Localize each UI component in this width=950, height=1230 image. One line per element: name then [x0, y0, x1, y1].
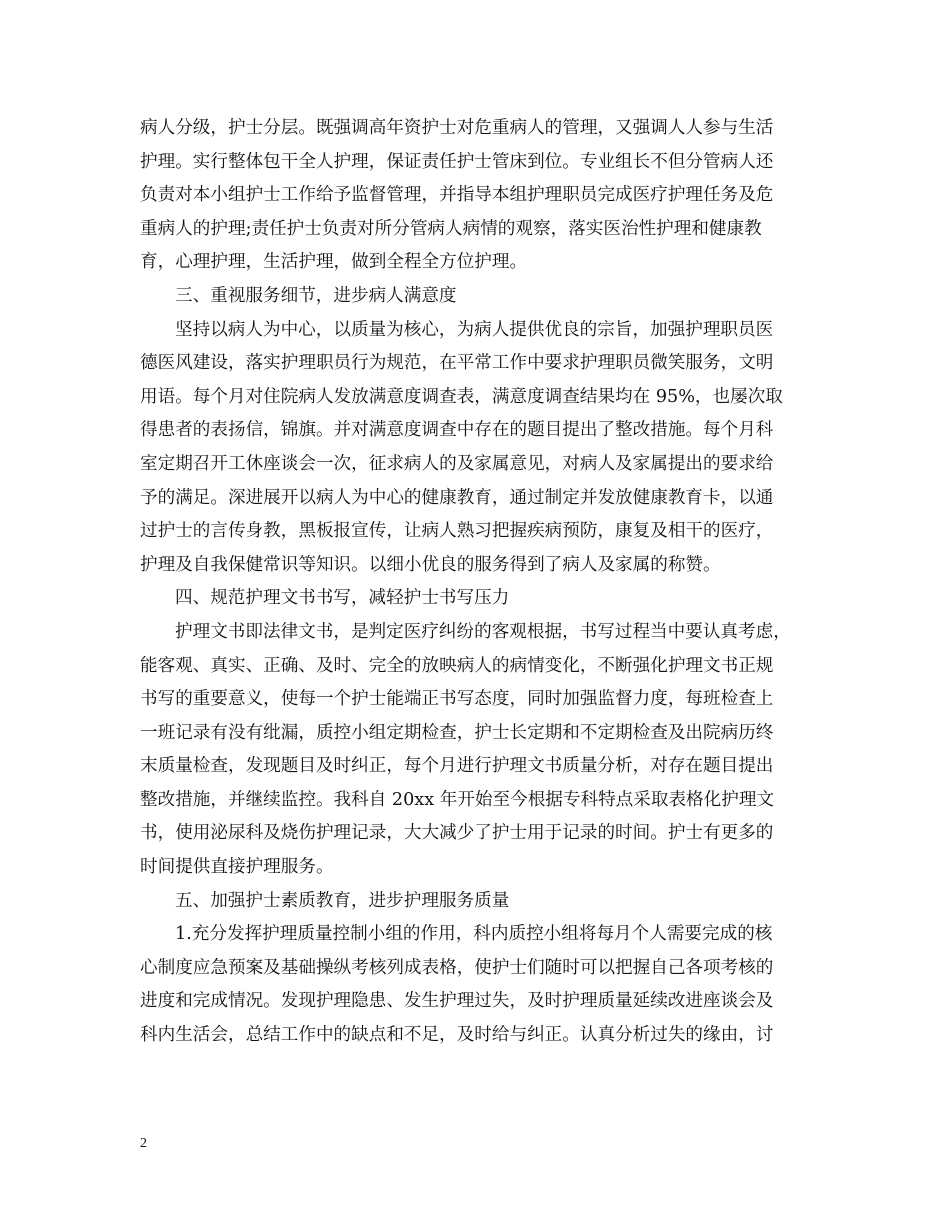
- document-body: [140, 112, 810, 1053]
- text-line: 一班记录有没有纰漏，质控小组定期检查，护士长定期和不定期检查及出院病历终: [140, 722, 774, 743]
- text-line: 书写的重要意义，使每一个护士能端正书写态度，同时加强监督力度，每班检查上: [140, 689, 774, 710]
- paragraph-first-line: 坚持以病人为中心，以质量为核心，为病人提供优良的宗旨，加强护理职员医: [175, 319, 774, 340]
- paragraph-first-line: 五、加强护士素质教育，进步护理服务质量: [175, 890, 510, 911]
- text-line: 护理。实行整体包干全人护理，保证责任护士管床到位。专业组长不但分管病人还: [140, 151, 774, 172]
- text-line: 科内生活会，总结工作中的缺点和不足，及时给与纠正。认真分析过失的缘由，讨: [140, 1025, 774, 1046]
- text-line: 时间提供直接护理服务。: [140, 857, 334, 878]
- paragraph-first-line: 四、规范护理文书书写，减轻护士书写压力: [175, 588, 510, 609]
- text-line: 书，使用泌尿科及烧伤护理记录，大大减少了护士用于记录的时间。护士有更多的: [140, 823, 774, 844]
- paragraph-first-line: 护理文书即法律文书，是判定医疗纠纷的客观根据，书写过程当中要认真考虑，: [175, 621, 791, 642]
- text-line: 病人分级，护士分层。既强调高年资护士对危重病人的管理，又强调人人参与生活: [140, 118, 774, 138]
- text-line: 德医风建设，落实护理职员行为规范，在平常工作中要求护理职员微笑服务，文明: [140, 353, 774, 374]
- text-line: 予的满足。深进展开以病人为中心的健康教育，通过制定并发放健康教育卡，以通: [140, 487, 774, 508]
- text-line: 能客观、真实、正确、及时、完全的放映病人的病情变化，不断强化护理文书正规: [140, 655, 774, 676]
- text-line: 室定期召开工休座谈会一次，征求病人的及家属意见，对病人及家属提出的要求给: [140, 453, 774, 474]
- page-number: 2: [140, 1136, 147, 1151]
- text-line: 进度和完成情况。发现护理隐患、发生护理过失，及时护理质量延续改进座谈会及: [140, 991, 774, 1012]
- text-line: 末质量检查，发现题目及时纠正，每个月进行护理文书质量分析，对存在题目提出: [140, 756, 774, 777]
- text-line: 得患者的表扬信，锦旗。并对满意度调查中存在的题目提出了整改措施。每个月科: [140, 420, 774, 441]
- text-line: 重病人的护理;责任护士负责对所分管病人病情的观察，落实医治性护理和健康教: [140, 218, 762, 239]
- text-line: 整改措施，并继续监控。我科自 20xx 年开始至今根据专科特点采取表格化护理文: [140, 789, 775, 810]
- text-line: 过护士的言传身教，黑板报宣传，让病人熟习把握疾病预防，康复及相干的医疗，: [140, 521, 774, 542]
- paragraph-first-line: 1.充分发挥护理质量控制小组的作用，科内质控小组将每月个人需要完成的核: [175, 924, 773, 945]
- text-line: 用语。每个月对住院病人发放满意度调查表，满意度调查结果均在 95%，也屡次取: [140, 386, 783, 407]
- paragraph-first-line: 三、重视服务细节，进步病人满意度: [175, 285, 457, 306]
- text-line: 育，心理护理，生活护理，做到全程全方位护理。: [140, 252, 528, 273]
- text-line: 护理及自我保健常识等知识。以细小优良的服务得到了病人及家属的称赞。: [140, 554, 721, 575]
- text-line: 心制度应急预案及基础操纵考核列成表格，使护士们随时可以把握自己各项考核的: [140, 957, 774, 978]
- text-line: 负责对本小组护士工作给予监督管理，并指导本组护理职员完成医疗护理任务及危: [140, 185, 774, 206]
